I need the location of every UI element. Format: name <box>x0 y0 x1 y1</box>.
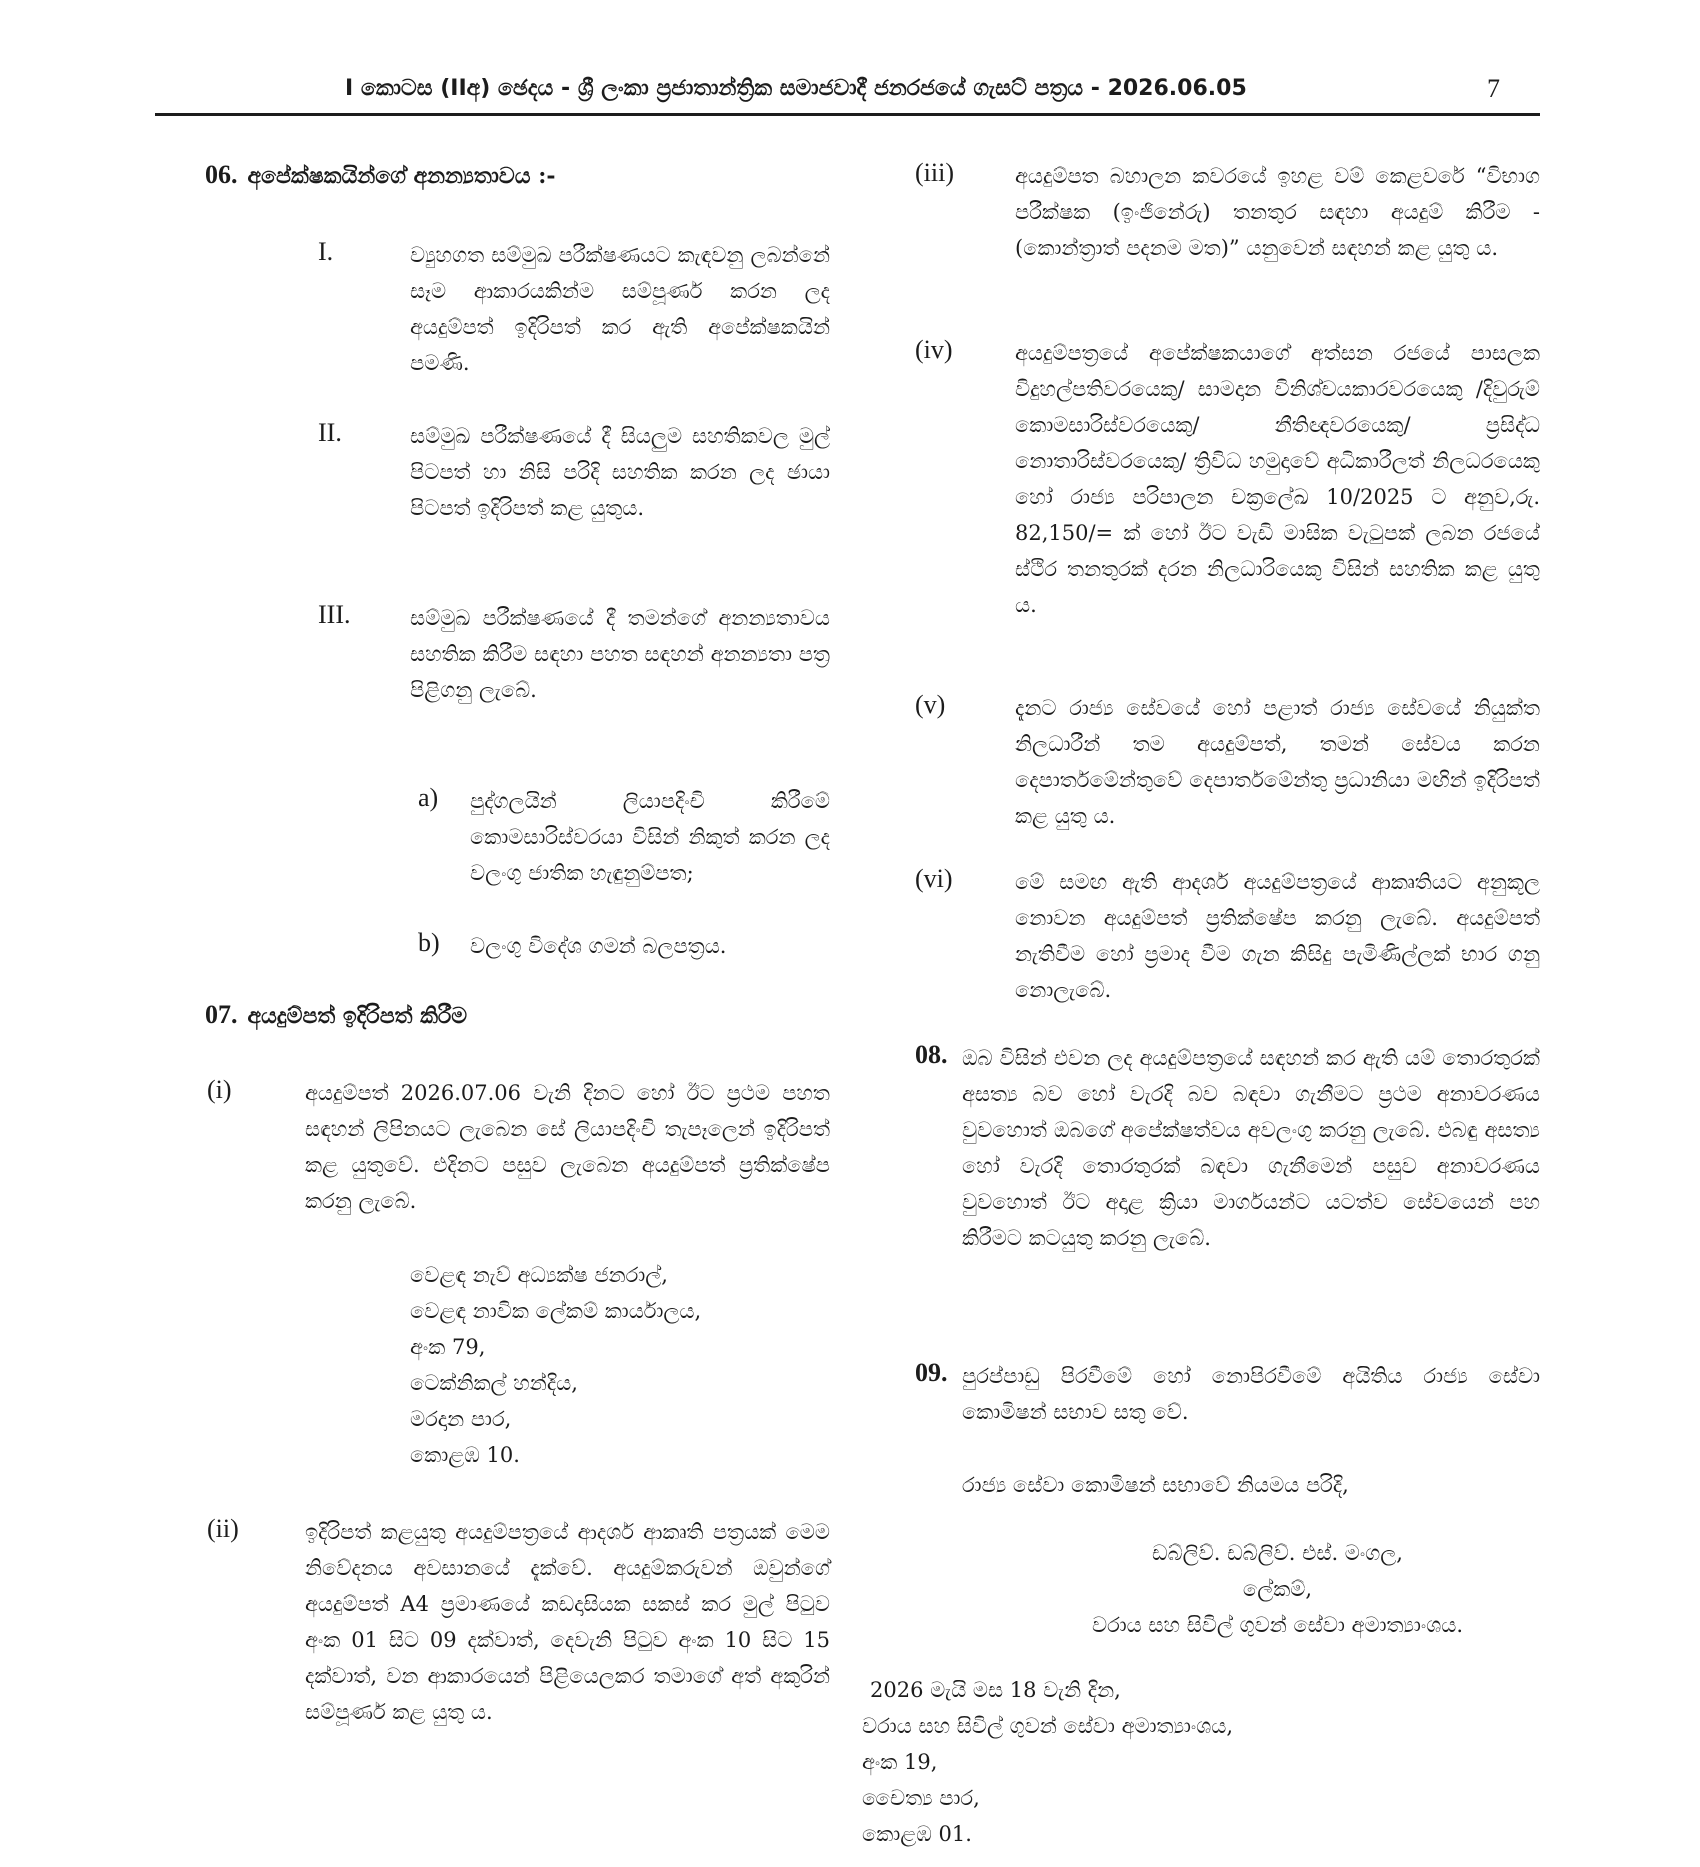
footer-address-line: අංක 19, <box>862 1750 938 1774</box>
sub-item-b-text: වලංගු විදේශ ගමන් බලපත්‍රය. <box>470 934 727 958</box>
item-iv-text: අයදුම්පත්‍රයේ අපේක්ෂකයාගේ අත්සන රජයේ පාසලක විදුහල්පතිවරයෙකු/ සාමදාන විනිශ්චයකාරවරයෙකු /දිවුරුම් කොමසාරිස්වරයෙකු/ නීතිඥවරයෙකු/ ප්‍රසිද්ධ නොතාරිස්වරයෙකු/ ත්‍රිවිධ හමුදාවේ අධිකාරීලත් නිලධරයෙකු හෝ රාජ්‍ය පරිපාලන චක්‍රලේඛ 10/2025 ට අනුව,රු. 82,150/= ක් හෝ ඊට වැඩි මාසික වැටුපක් ලබන රජයේ ස්ථිර තනතුරක් දරන නිලධාරියෙකු විසින් සහතික කළ යුතු ය. <box>1015 341 1540 617</box>
section-07-number: 07. <box>205 1000 238 1029</box>
address-line: ටෙක්නිකල් හන්දිය, <box>410 1371 578 1395</box>
item-v-label: (v) <box>915 690 946 719</box>
address-line: වෙළඳ නාවික ලේකම් කාර්යාලය, <box>410 1299 702 1323</box>
section-09-text: පුරප්පාඩු පිරවීමේ හෝ නොපිරවීමේ අයිතිය රාජ්‍ය සේවා කොමිෂන් සභාව සතු වේ. <box>962 1364 1540 1424</box>
item-vi-label: (vi) <box>915 864 953 893</box>
item-ii-label: (ii) <box>207 1514 239 1543</box>
address-line: වෙළඳ නැව් අධ්‍යක්ෂ ජනරාල්, <box>410 1263 668 1287</box>
sub-item-a-text: පුද්ගලයින් ලියාපදිංචි කිරීමේ කොමසාරිස්වරයා විසින් නිකුත් කරන ලද වලංගු ජාතික හැඳුනුම්පත; <box>470 789 830 885</box>
item-III-text: සම්මුඛ පරීක්ෂණයේ දී තමන්ගේ අනන්‍යතාවය සහතික කිරීම සඳහා පහත සඳහන් අනන්‍යතා පත්‍ර පිළිගනු ලැබේ. <box>410 606 830 702</box>
section-07-title: අයදුම්පත් ඉදිරිපත් කිරීම <box>247 1003 468 1029</box>
signatory-ministry: වරාය සහ සිවිල් ගුවන් සේවා අමාත්‍යාංශය. <box>1091 1613 1464 1637</box>
item-v-text: දැනට රාජ්‍ය සේවයේ හෝ පළාත් රාජ්‍ය සේවයේ නියුක්ත නිලධාරීන් තම අයදුම්පත්, තමන් සේවය කරන දෙපාර්තමේන්තුවේ දෙපාර්තමේන්තු ප්‍රධානියා මඟින් ඉදිරිපත් කළ යුතු ය. <box>1015 696 1540 828</box>
section-09-number: 09. <box>915 1358 948 1387</box>
item-iv-label: (iv) <box>915 335 953 364</box>
header-title: I කොටස (IIඅ) ඡෙදය - ශ්‍රී ලංකා ප්‍රජාතාන්ත්‍රික සමාජවාදී ජනරජයේ ගැසට් පත්‍රය - 2026.06.05 <box>345 76 1247 101</box>
item-i-text: අයදුම්පත් 2026.07.06 වැනි දිනට හෝ ඊට ප්‍රථම පහත සඳහන් ලිපිනයට ලැබෙන සේ ලියාපදිංචි තැපෑලෙන් ඉදිරිපත් කළ යුතුවේ. එදිනට පසුව ලැබෙන අයදුම්පත් ප්‍රතික්ෂේප කරනු ලැබේ. <box>305 1081 830 1213</box>
order-line: රාජ්‍ය සේවා කොමිෂන් සභාවේ නියමය පරිදි, <box>962 1473 1349 1497</box>
section-06-heading <box>205 160 555 190</box>
signatory-name: ඩබ්ලිව්. ඩබ්ලිව්. එස්. මංගල, <box>1152 1541 1403 1565</box>
item-II-text: සම්මුඛ පරීක්ෂණයේ දී සියලුම සහතිකවල මුල් පිටපත් හා නිසි පරිදි සහතික කරන ලද ඡායා පිටපත් ඉදිරිපත් කළ යුතුය. <box>410 424 830 520</box>
header-divider <box>155 113 1540 116</box>
sub-item-b-label: b) <box>418 928 440 957</box>
item-iii-text: අයදුම්පත බහාලන කවරයේ ඉහළ වම් කෙළවරේ “විභාග පරීක්ෂක (ඉංජිනේරු) තනතුර සඳහා අයදුම් කිරීම - (කොන්ත්‍රාත් පදනම මත)” යනුවෙන් සඳහන් කළ යුතු ය. <box>1015 164 1540 260</box>
item-i-label: (i) <box>207 1075 232 1104</box>
page-header <box>155 70 1540 112</box>
section-08-text: ඔබ විසින් එවන ලද අයදුම්පත්‍රයේ සඳහන් කර ඇති යම් තොරතුරක් අසත්‍ය බව හෝ වැරදි බව බඳවා ගැනීමට ප්‍රථම අනාවරණය වුවහොත් ඔබගේ අපේක්ෂත්වය අවලංගු කරනු ලැබේ. එබඳු අසත්‍ය හෝ වැරදි තොරතුරක් බඳවා ගැනීමෙන් පසුව අනාවරණය වුවහොත් ඊට අදාළ ක්‍රියා මාර්ගයන්ට යටත්ව සේවයෙන් පහ කිරීමට කටයුතු කරනු ලැබේ. <box>962 1046 1540 1250</box>
item-I-label: I. <box>318 237 334 266</box>
item-ii-text: ඉදිරිපත් කළයුතු අයදුම්පත්‍රයේ ආදර්ශ ආකෘති පත්‍රයක් මෙම නිවේදනය අවසානයේ දැක්වේ. අයදුම්කරුවන් ඔවුන්ගේ අයදුම්පත් A4 ප්‍රමාණයේ කඩදාසියක සකස් කර මුල් පිටුව අංක 01 සිට 09 දක්වාත්, දෙවැනි පිටුව අංක 10 සිට 15 දක්වාත්, වන ආකාරයෙන් පිළියෙලකර තමාගේ අත් අකුරින් සම්පූර්ණ කළ යුතු ය. <box>305 1520 830 1724</box>
address-line: කොළඹ 10. <box>410 1443 520 1467</box>
item-III-label: III. <box>318 600 351 629</box>
sub-item-a-label: a) <box>418 783 439 812</box>
section-07-heading <box>205 1000 467 1030</box>
address-line: අංක 79, <box>410 1335 486 1359</box>
signatory-title: ලේකම්, <box>1242 1577 1313 1601</box>
item-I-text: ව්‍යුහගත සම්මුඛ පරීක්ෂණයට කැඳවනු ලබන්නේ සෑම ආකාරයකින්ම සම්පූර්ණ කරන ලද අයදුම්පත් ඉදිරිපත් කර ඇති අපේක්ෂකයින් පමණි. <box>410 243 830 375</box>
footer-address-line: චෛත්‍ය පාර, <box>862 1786 980 1810</box>
item-vi-text: මේ සමඟ ඇති ආදර්ශ අයදුම්පත්‍රයේ ආකෘතියට අනුකූල නොවන අයදුම්පත් ප්‍රතික්ෂේප කරනු ලැබේ. අයදුම්පත් නැතිවීම හෝ ප්‍රමාද වීම ගැන කිසිදු පැමිණිල්ලක් භාර ගනු නොලැබේ. <box>1015 870 1540 1002</box>
footer-address-line: කොළඹ 01. <box>862 1822 972 1846</box>
item-II-label: II. <box>318 418 342 447</box>
item-iii-label: (iii) <box>915 158 954 187</box>
section-06-title: අපේක්ෂකයින්ගේ අනන්‍යතාවය :- <box>247 163 556 189</box>
footer-date: 2026 මැයි මස 18 වැනි දින, <box>870 1678 1121 1702</box>
page-number: 7 <box>1487 74 1500 103</box>
section-06-number: 06. <box>205 160 238 189</box>
address-line: මරදාන පාර, <box>410 1407 512 1431</box>
footer-address-line: වරාය සහ සිවිල් ගුවන් සේවා අමාත්‍යාංශය, <box>862 1714 1234 1738</box>
section-08-number: 08. <box>915 1040 948 1069</box>
